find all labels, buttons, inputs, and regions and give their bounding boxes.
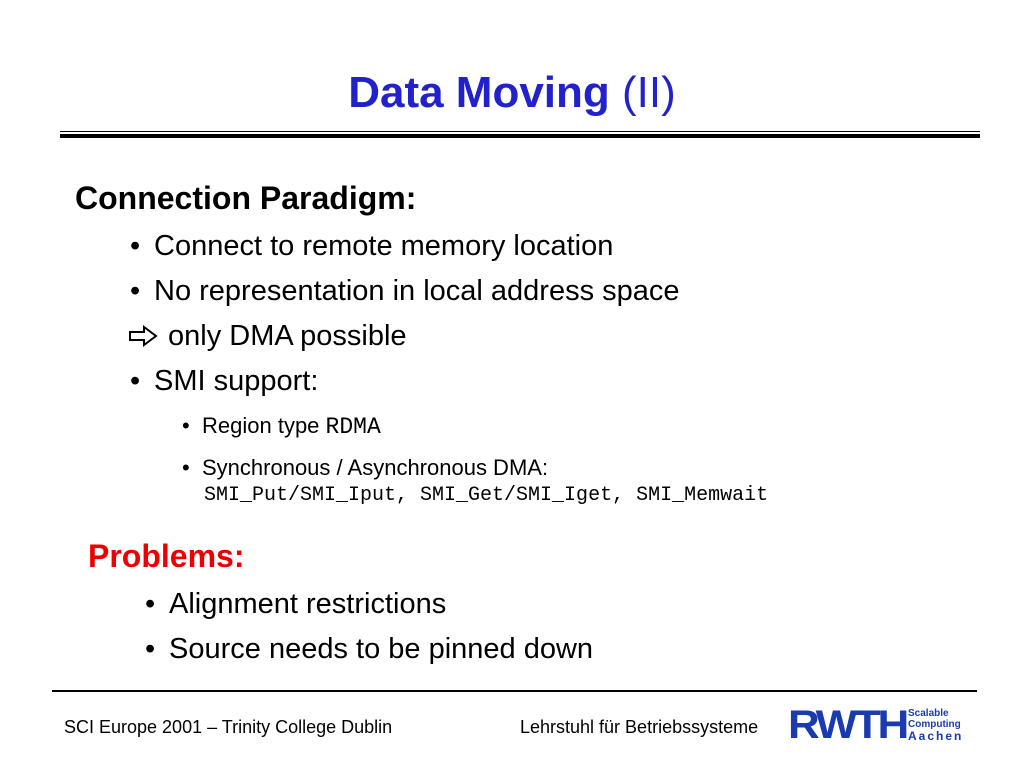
sub-list-item-text: Synchronous / Asynchronous DMA: [202,455,549,480]
code-text: SMI_Put/SMI_Iput, SMI_Get/SMI_Iget, SMI_Memwait [204,484,769,507]
footer-left-text: SCI Europe 2001 – Trinity College Dublin [64,717,393,737]
sub-list-item [182,412,381,441]
title-divider [60,134,980,138]
list-item [130,274,680,308]
list-item [145,632,593,666]
footer-right-text: Lehrstuhl für Betriebssysteme [520,717,759,737]
list-item-text: Connect to remote memory location [154,230,614,262]
title-suffix: (II) [622,68,676,117]
problems-heading: Problems: [88,538,245,574]
bullet-icon: • [145,588,156,620]
list-item-text: SMI support: [154,365,319,397]
list-item [130,364,318,398]
slide-title [0,66,1024,120]
bullet-icon: • [130,275,141,307]
list-item [145,587,446,621]
logo-line: Computing [908,718,961,730]
bullet-icon: • [145,633,156,665]
logo-line: Aachen [908,728,964,743]
logo-line: Scalable [908,707,949,719]
title-divider-thin [60,131,980,132]
rwth-logo [788,703,964,747]
bullet-icon: • [182,455,190,480]
list-item-text: Alignment restrictions [169,588,447,620]
rwth-logo-wordmark: RWTH [788,703,906,747]
list-item [130,229,613,263]
bullet-icon: • [130,230,141,262]
connection-paradigm-heading: Connection Paradigm: [75,180,417,216]
title-main: Data Moving [348,68,610,117]
sub-list-item [182,454,548,482]
hollow-right-arrow-icon [128,319,168,353]
sub-list-item-text: Region type [202,413,320,438]
list-item-text: No representation in local address space [154,275,680,307]
footer-divider [52,690,977,692]
list-item [128,319,407,353]
list-item-text: Source needs to be pinned down [169,633,594,665]
list-item-text: only DMA possible [168,320,407,352]
bullet-icon: • [130,365,141,397]
code-text: RDMA [325,414,381,440]
bullet-icon: • [182,413,190,438]
